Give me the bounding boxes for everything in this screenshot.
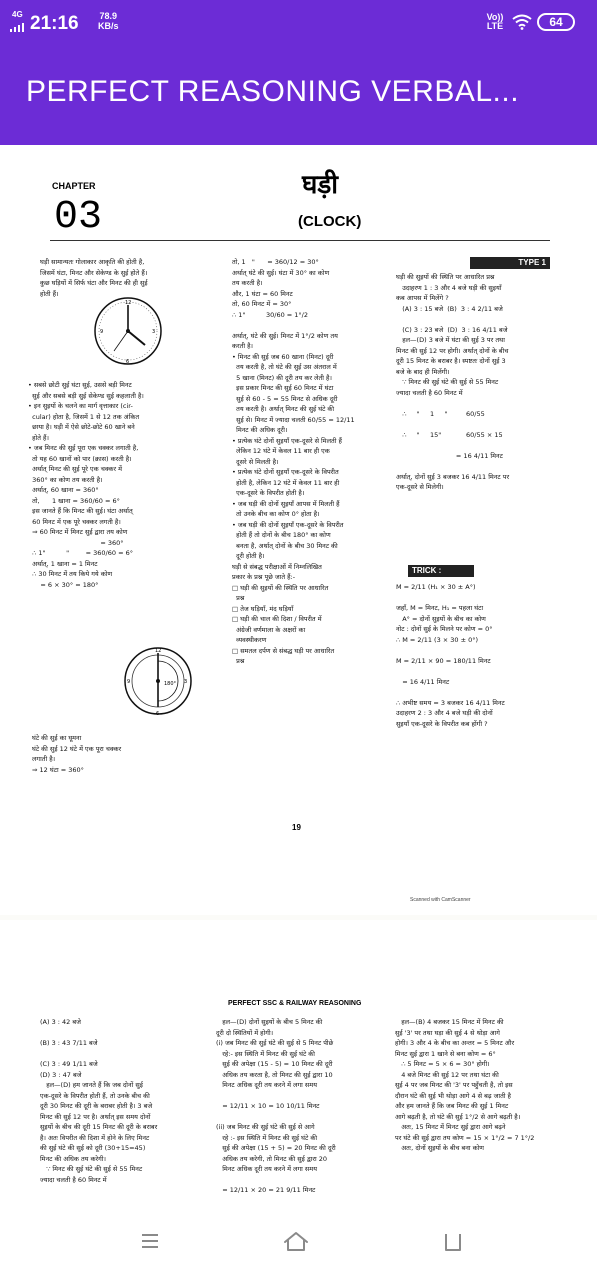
chapter-title-english: (CLOCK): [298, 213, 362, 230]
svg-text:3: 3: [152, 329, 156, 335]
column-3-text: घड़ी की सुइयों की स्थिति पर आधारित प्रश्न उदाहरण 1 : 3 और 4 बजे घड़ी की सुइयाँ कब आपस में मिलेंगे ? (A) 3 : 15 बजे (B) 3 : 4 2/11 बजे (C) 3 : 23 बजे (D) 3 : 16 4/11 बजे हल—(D) 3 बजे में घंटा की सुई 3 पर तथा मिनट की सुई 12 पर होगी। अर्थात् दोनों के बीच दूरी 15 मिनट के बराबर है। स्पष्टतः दोनों सुई 3 बजे के बाद ही मिलेंगी। ∵ मिनट की सुई घंटे की सुई से 55 मिनट ज्यादा चलती है 60 मिनट में ∴ " 1 " 60/55 ∴ " 15" 60/55 × 15 = 16 4/11 मिनट अर्थात्, दोनों सुई 3 बजकर 16 4/11 मिनट पर एक-दूसरे से मिलेगी।: [396, 273, 510, 491]
battery-icon: [537, 13, 575, 31]
trick-badge: TRICK :: [408, 565, 474, 577]
status-bar: [0, 0, 597, 45]
hands-description: • सबसे छोटी सुई घंटा सुई, उससे बड़ी मिनट सुई और सबसे बड़ी सुई सेकेण्ड सुई कहलाती है। • इन सुइयों के चलने का मार्ग वृत्ताकार (cir- cular) होता है, जिसमें 1 से 12 तक अंकित छाया है। घड़ी में ऐसे छोटे-छोटे 60 खाने बने होते हैं। • जब मिनट की सुई पूरा एक चक्कर लगाती है, तो यह 60 खानों को पार (क्रास) करती है। अर्थात् मिनट की सुई पूरे एक चक्कर में 360° का कोण तय करती है। अर्थात्, 60 खाना = 360° तो, 1 खाना = 360/60 = 6° इस जानते हैं कि मिनट की सुई। घंटा अर्थात् 60 मिनट में एक पूरे चक्कर लगती है। ⇒ 60 मिनट में मिनट सुई द्वारा तय कोण = 360° ∴ 1" " = 360/60 = 6° अर्थात्, 1 खाना = 1 मिनट ∴ 30 मिनट में तय किये गये कोण = 6 × 30° = 180°: [28, 381, 144, 589]
svg-text:3: 3: [184, 679, 188, 685]
network-speed: [98, 11, 119, 31]
battery-level: 64: [549, 15, 563, 29]
page-19: [0, 145, 597, 915]
svg-text:12: 12: [125, 300, 132, 306]
svg-text:180°: 180°: [164, 681, 177, 687]
column-2-text: तो, 1 " = 360/12 = 30° अर्थात् घंटे की सुई। घंटा में 30° का कोण तय करती है। और, 1 घंटा = 60 मिनट तो, 60 मिनट में = 30° ∴ 1" 30/60 = 1°/2 अर्थात्, घंटे की सुई। मिनट में 1°/2 कोण तय करती है। • मिनट की सुई जब 60 खाना (मिनट) दूरी तय करती है, तो घंटे की सुई उस अंतराल में 5 खाना (मिनट) की दूरी तय कर लेती है। इस प्रकार मिनट की सुई 60 मिनट में घंटा सुई से 60 - 5 = 55 मिनट से अधिक दूरी तय करती है। अर्थात् मिनट की सुई घंटे की सुई से। मिनट में ज्यादा चलती 60/55 = 12/11 मिनट की अधिक दूरी। • प्रत्येक घंटे दोनों सुइयाँ एक-दूसरे से मिलती हैं लेकिन 12 घंटे में केवल 11 बार ही एक दूसरे से मिलती है। • प्रत्येक घंटे दोनों सुइयाँ एक-दूसरे के विपरीत होती है, लेकिन 12 घंटे में केवल 11 बार ही एक-दूसरे के विपरीत होती है। • जब घड़ी की दोनों सुइयाँ आपस में मिलती हैं तो उनके बीच का कोण 0° होता है। • जब घड़ी की दोनों सुइयाँ एक-दूसरे के विपरीत होती हैं तो दोनों के बीच 180° का कोण बनता है, अर्थात् दोनों के बीच 30 मिनट की दूरी होती है। घड़ी से संबद्ध परीक्षाओं में निम्नलिखित प्रकार के प्रश्न पूछे जाते हैं:- □ घड़ी की सुइयों की स्थिति पर आधारित प्रश्न □ तेज घड़ियाँ, मंद घड़ियाँ □ घड़ी की चाल की दिशा / विपरीत में अंग्रेजी वर्णमाला के अक्षरों का व्यवस्थीकरण □ समतल दर्पण से संबद्ध घड़ी पर आधारित प्रश्न: [232, 258, 355, 665]
scanner-watermark: Scanned with CamScanner: [410, 897, 471, 903]
page-header: PERFECT SSC & RAILWAY REASONING: [228, 1000, 362, 1007]
page2-column-2: हल—(D) दोनों सुइयों के बीच 5 मिनट की दूरी दो स्थितियों में होगी। (i) जब मिनट की सुई घंटे की सुई से 5 मिनट पीछे रहे:- इस स्थिति में मिनट की सुई घंटे की सुई की अपेक्षा (15 - 5) = 10 मिनट की दूरी अधिक तय करता है, तो मिनट की सुई द्वारा 10 मिनट अधिक दूरी तय करने में लगा समय = 12/11 × 10 = 10 10/11 मिनट (ii) जब मिनट की सुई घंटे की सुई से आगे रहे :- इस स्थिति में मिनट की सुई घंटे की सुई की अपेक्षा (15 + 5) = 20 मिनट की दूरी अधिक तय करेगी, तो मिनट की सुई द्वारा 20 मिनट अधिक दूरी तय करने में लगा समय = 12/11 × 20 = 21 9/11 मिनट: [216, 1018, 336, 1194]
chapter-number: 03: [54, 195, 103, 240]
home-icon[interactable]: [282, 1229, 310, 1253]
svg-text:12: 12: [155, 648, 162, 654]
chapter-divider: [50, 240, 550, 241]
intro-text: घड़ी सामान्यतः गोलाकार आकृति की होती है, जिसमें घंटा, मिनट और सेकेण्ड के सुई होते हैं। कुछ घड़ियों में सिर्फ घंटा और मिनट की ही सुई होती हैं।: [40, 258, 148, 298]
document-viewer[interactable]: [0, 145, 597, 1205]
speed-unit: KB/s: [98, 21, 119, 31]
clock-hour-diagram-icon: [122, 645, 194, 717]
volte-indicator: Vo)) LTE: [486, 12, 504, 31]
navigation-bar: [0, 1205, 597, 1280]
signal-bars-icon: [10, 23, 24, 32]
network-type: 4G: [12, 10, 23, 19]
clock-diagram-icon: [92, 295, 164, 367]
svg-text:6: 6: [156, 711, 160, 717]
chapter-title-hindi: घड़ी: [301, 169, 338, 199]
type-badge: TYPE 1: [470, 257, 550, 269]
recent-apps-icon[interactable]: [140, 1230, 160, 1252]
trick-text: M = 2/11 (H₁ × 30 ± A°) जहाँ, M = मिनट, H₁ = पहला घंटा A° = दोनों सुइयों के बीच का कोण नोट : दोनों सुई के मिलने पर कोण = 0° ∴ M = 2/11 (3 × 30 ± 0°) M = 2/11 × 90 = 180/11 मिनट = 16 4/11 मिनट ∴ अभीष्ट समय = 3 बजकर 16 4/11 मिनट उदाहरण 2 : 3 और 4 बजे घड़ी की दोनों सुइयाँ एक-दूसरे के विपरीत कब होंगी ?: [396, 583, 505, 728]
svg-text:9: 9: [100, 329, 104, 335]
back-icon[interactable]: [440, 1231, 466, 1253]
page2-column-3: हल—(B) 4 बजकर 15 मिनट में मिनट की सुई '3' पर तथा घड़ा की सुई 4 से थोड़ा आगे होगी। 3 और 4 के बीच का अन्तर = 5 मिनट और मिनट सुई द्वारा 1 खाने से बना कोण = 6° ∴ 5 मिनट = 5 × 6 = 30° होगी। 4 बजे मिनट की सुई 12 पर तथा घंटा की सुई 4 पर जब मिनट की '3' पर पहुँचती है, तो इस दौरान घंटे की सुई भी थोड़ा आगे 4 से बढ़ जाती है और हम जानते हैं कि जब मिनट की सुई 1 मिनट आगे बढ़ती है, तो घंटे की सुई 1°/2 से आगे बढ़ती है। अतः, 15 मिनट में मिनट सुई द्वारा आगे बढ़ने पर घंटे की सुई द्वारा तय कोण = 15 × 1°/2 = 7 1°/2 अतः, दोनों सुइयों के बीच बना कोण: [395, 1018, 535, 1152]
svg-text:9: 9: [127, 679, 131, 685]
svg-text:6: 6: [126, 359, 130, 365]
app-bar: [0, 45, 597, 145]
page-number: 19: [292, 823, 301, 832]
hour-hand-text: घंटे की सुई का घूमना घंटे की सुई 12 घंटे में एक पूरा चक्कर लगाती है। ⇒ 12 घंटा = 360°: [32, 734, 122, 774]
page2-column-1: (A) 3 : 42 बजे (B) 3 : 43 7/11 बजे (C) 3 : 49 1/11 बजे (D) 3 : 47 बजे हल—(D) हम जानते हैं कि जब दोनों सुई एक-दूसरे के विपरीत होती हैं, तो उनके बीच की दूरी 30 मिनट की दूरी के बराबर होती है। 3 बजे मिनट की सुई 12 पर है। अर्थात् इस समय दोनों सुइयों के बीच की दूरी 15 मिनट की दूरी के बराबर है। अतः विपरीत की दिशा में होने के लिए मिनट की सुई घंटे की सुई को दूरी (30+15=45) मिनट की अधिक तय करेगी। ∵ मिनट की सुई घंटे की सुई से 55 मिनट ज्यादा चलती है 60 मिनट में: [40, 1018, 158, 1184]
clock-time: 21:16: [30, 13, 79, 34]
app-title: PERFECT REASONING VERBAL...: [26, 75, 520, 108]
wifi-icon: [512, 14, 532, 30]
chapter-label: CHAPTER: [52, 181, 96, 191]
speed-value: 78.9: [99, 11, 118, 21]
